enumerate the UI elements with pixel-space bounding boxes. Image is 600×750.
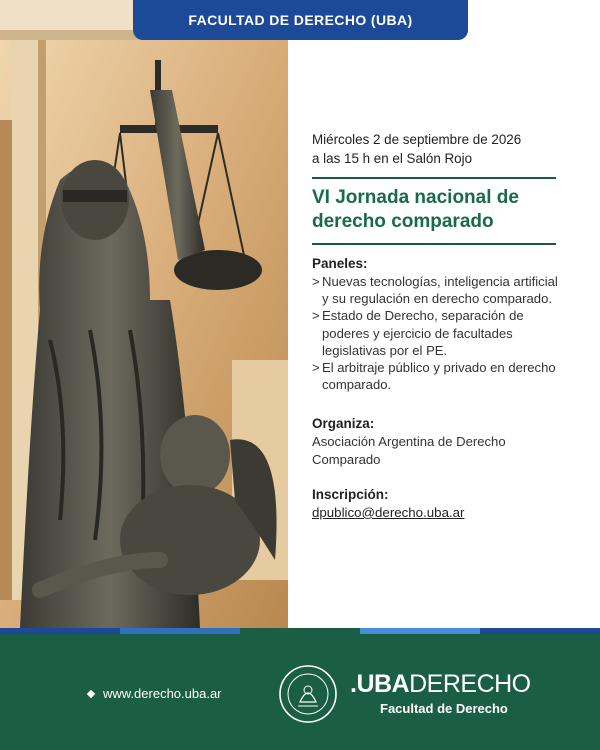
panel-item bbox=[312, 307, 562, 359]
panel-item-text: Nuevas tecnologías, inteligencia artificial y su regulación en derecho comparado. bbox=[322, 274, 558, 307]
event-date-line: Miércoles 2 de septiembre de 2026 bbox=[312, 132, 522, 147]
faculty-seal-icon bbox=[278, 664, 338, 724]
website-link[interactable] bbox=[88, 686, 222, 701]
header-tab-label: FACULTAD DE DERECHO (UBA) bbox=[188, 12, 413, 28]
panel-item-text: El arbitraje público y privado en derecho comparado. bbox=[322, 360, 556, 393]
brand-subtitle: Facultad de Derecho bbox=[380, 701, 508, 716]
bullet-icon: > bbox=[312, 308, 320, 324]
event-title-line: derecho comparado bbox=[312, 211, 494, 232]
event-date bbox=[312, 130, 562, 168]
organizer-label: Organiza: bbox=[312, 416, 375, 432]
panels-list bbox=[312, 273, 562, 393]
event-title bbox=[312, 186, 562, 234]
panels-label: Paneles: bbox=[312, 256, 368, 271]
event-details bbox=[312, 130, 562, 522]
statue-photo bbox=[0, 0, 288, 628]
panel-item bbox=[312, 273, 562, 307]
uba-derecho-logo bbox=[350, 670, 531, 716]
event-time-location-line: a las 15 h en el Salón Rojo bbox=[312, 151, 473, 166]
brand-prefix: .UBA bbox=[350, 670, 410, 698]
panel-item-text: Estado de Derecho, separación de poderes y ejercicio de facultades legislativas por el PE. bbox=[322, 308, 524, 358]
bullet-icon: > bbox=[312, 274, 320, 289]
registration-label: Inscripción: bbox=[312, 486, 389, 502]
brand-suffix: DERECHO bbox=[409, 670, 531, 698]
statue-illustration bbox=[0, 0, 288, 628]
event-title-line: VI Jornada nacional de bbox=[312, 187, 519, 208]
panel-item bbox=[312, 359, 562, 393]
bullet-icon: > bbox=[312, 360, 320, 376]
divider-bottom bbox=[312, 243, 556, 245]
organizer-text: Asociación Argentina de Derecho Comparado bbox=[312, 434, 506, 467]
header-tab bbox=[133, 0, 468, 40]
divider-top bbox=[312, 177, 556, 179]
website-text: www.derecho.uba.ar bbox=[103, 686, 222, 701]
footer bbox=[0, 634, 600, 750]
diamond-icon bbox=[87, 689, 95, 697]
registration-email-link[interactable]: dpublico@derecho.uba.ar bbox=[312, 504, 465, 520]
